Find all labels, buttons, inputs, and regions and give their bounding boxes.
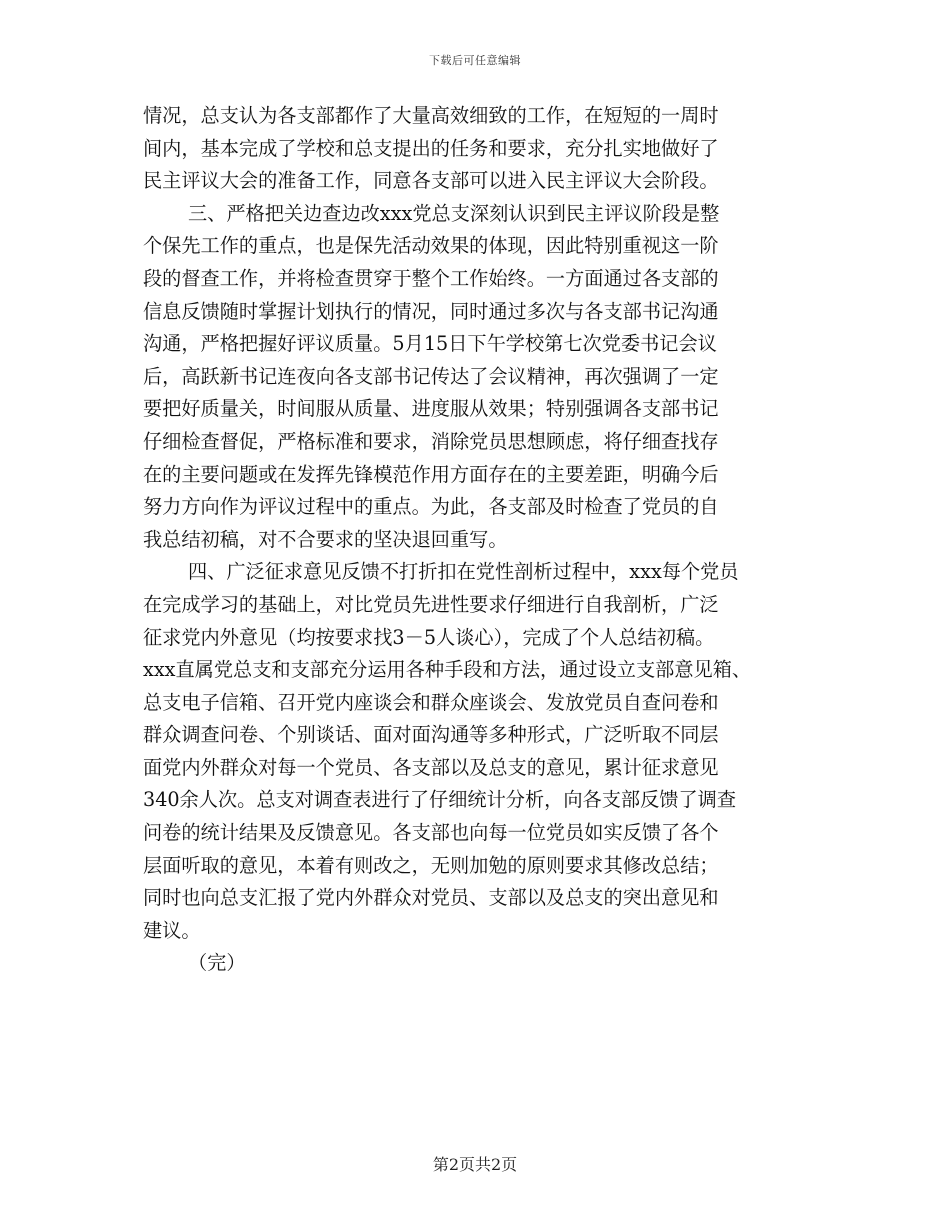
text-line: 层面听取的意见，本着有则改之，无则加勉的原则要求其修改总结； — [143, 853, 719, 877]
text-line: 在的主要问题或在发挥先锋模范作用方面存在的主要差距，明确今后 — [143, 462, 719, 486]
text-line: 同时也向总支汇报了党内外群众对党员、支部以及总支的突出意见和 — [143, 886, 719, 910]
text-line: 在完成学习的基础上，对比党员先进性要求仔细进行自我剖析，广泛 — [143, 592, 719, 616]
text-line: 建议。 — [143, 918, 201, 942]
text-line: 段的督查工作，并将检查贯穿于整个工作始终。一方面通过各支部的 — [143, 266, 719, 290]
text-line: 仔细检查督促，严格标准和要求，消除党员思想顾虑，将仔细查找存 — [143, 429, 719, 453]
text-line: 征求党内外意见（均按要求找3－5人谈心），完成了个人总结初稿。 — [143, 625, 715, 649]
text-line: 面党内外群众对每一个党员、各支部以及总支的意见，累计征求意见 — [143, 755, 719, 779]
text-line: 问卷的统计结果及反馈意见。各支部也向每一位党员如实反馈了各个 — [143, 821, 719, 845]
text-line: 340余人次。总支对调查表进行了仔细统计分析，向各支部反馈了调查 — [143, 788, 737, 812]
text-line: 间内，基本完成了学校和总支提出的任务和要求，充分扎实地做好了 — [143, 136, 719, 160]
text-line: xxx直属党总支和支部充分运用各种手段和方法，通过设立支部意见箱、 — [143, 658, 752, 682]
text-line: 总支电子信箱、召开党内座谈会和群众座谈会、发放党员自查问卷和 — [143, 690, 719, 714]
text-line: 民主评议大会的准备工作，同意各支部可以进入民主评议大会阶段。 — [143, 169, 719, 193]
text-line: 情况，总支认为各支部都作了大量高效细致的工作，在短短的一周时 — [143, 104, 719, 127]
text-line: 后，高跃新书记连夜向各支部书记传达了会议精神，再次强调了一定 — [143, 364, 719, 388]
text-line: 信息反馈随时掌握计划执行的情况，同时通过多次与各支部书记沟通 — [143, 299, 719, 323]
text-line: 努力方向作为评议过程中的重点。为此，各支部及时检查了党员的自 — [143, 495, 719, 519]
text-line: 我总结初稿，对不合要求的坚决退回重写。 — [143, 527, 508, 551]
text-line: 个保先工作的重点，也是保先活动效果的体现，因此特别重视这一阶 — [143, 234, 719, 258]
paragraph-start-line: 四、广泛征求意见反馈不打折扣在党性剖析过程中，xxx每个党员 — [188, 560, 739, 584]
text-line: 要把好质量关，时间服从质量、进度服从效果；特别强调各支部书记 — [143, 397, 719, 421]
page-number: 第2页共2页 — [432, 1155, 518, 1174]
header-note: 下载后可任意编辑 — [429, 54, 521, 67]
text-line: 群众调查问卷、个别谈话、面对面沟通等多种形式，广泛听取不同层 — [143, 723, 719, 747]
end-mark: （完） — [188, 951, 246, 975]
text-line: 沟通，严格把握好评议质量。5月15日下午学校第七次党委书记会议 — [143, 332, 717, 356]
document-body — [143, 100, 833, 980]
paragraph-start-line: 三、严格把关边查边改xxx党总支深刻认识到民主评议阶段是整 — [188, 201, 720, 225]
